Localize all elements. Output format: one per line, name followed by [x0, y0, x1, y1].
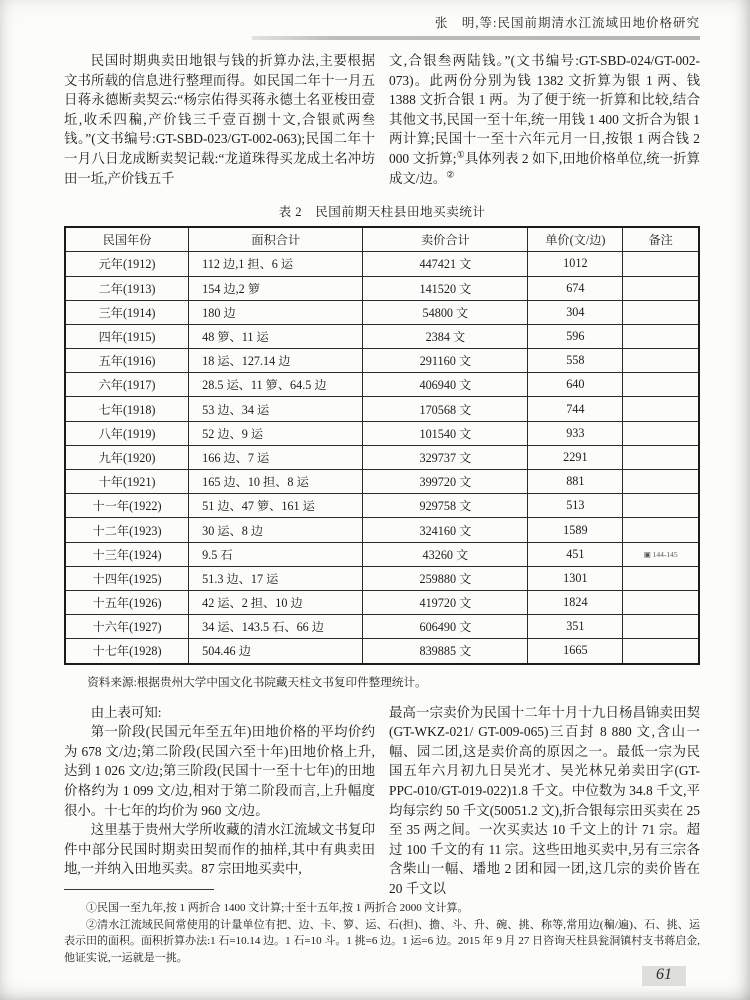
- table-cell: [623, 300, 699, 324]
- table-row: [65, 324, 699, 348]
- table-cell: 259880 文: [363, 566, 528, 590]
- table-cell: [623, 445, 699, 469]
- table-row: [65, 518, 699, 542]
- table-cell: 十四年(1925): [65, 566, 189, 590]
- table-cell: 十五年(1926): [65, 590, 189, 614]
- table-cell: 1589: [528, 518, 623, 542]
- table-cell: 六年(1917): [65, 373, 189, 397]
- table-cell: [623, 276, 699, 300]
- table-cell: 606490 文: [363, 615, 528, 639]
- table-cell: 558: [528, 349, 623, 373]
- table-row: [65, 276, 699, 300]
- table-cell: [623, 590, 699, 614]
- table-header-cell: 备注: [623, 227, 699, 252]
- table-cell: 419720 文: [363, 590, 528, 614]
- footnote-1: ①民国一至九年,按 1 两折合 1400 文计算;十至十五年,按 1 两折合 2000 文计算。: [86, 902, 469, 915]
- intro-left-column: [64, 51, 375, 188]
- table-cell: 十一年(1922): [65, 494, 189, 518]
- table-cell: 596: [528, 324, 623, 348]
- table-cell: 141520 文: [363, 276, 528, 300]
- table-cell: 329737 文: [363, 445, 528, 469]
- table-cell: 元年(1912): [65, 252, 189, 276]
- table-cell: 十二年(1923): [65, 518, 189, 542]
- table-cell: 1301: [528, 566, 623, 590]
- footnote-marker-1: ①: [456, 149, 465, 160]
- table-header-cell: 面积合计: [189, 227, 363, 252]
- table-cell: 九年(1920): [65, 445, 189, 469]
- table-cell: 18 运、127.14 边: [189, 349, 363, 373]
- table-cell: 十年(1921): [65, 470, 189, 494]
- table-cell: 七年(1918): [65, 397, 189, 421]
- table-cell: 十七年(1928): [65, 639, 189, 664]
- table-row: [65, 542, 699, 566]
- table-cell: 28.5 运、11 箩、64.5 边: [189, 373, 363, 397]
- footnotes: [64, 900, 700, 966]
- analysis-left-p2: 第一阶段(民国元年至五年)田地价格的平均价约为 678 文/边;第二阶段(民国六至十年)田地价格上升,达到 1 026 文/边;第三阶段(民国十一至十七年)的田地价格约为 1 099 文/边,相对于第二阶段而言,上升幅度很小。十七年的均价为 960 文/边。: [64, 724, 375, 818]
- table-row: [65, 615, 699, 639]
- table-cell: 52 边、9 运: [189, 421, 363, 445]
- table-cell: 1012: [528, 252, 623, 276]
- table-cell: [623, 615, 699, 639]
- table-cell: 34 运、143.5 石、66 边: [189, 615, 363, 639]
- footnote-divider: [64, 889, 214, 890]
- table-cell: 406940 文: [363, 373, 528, 397]
- table-row: [65, 566, 699, 590]
- table-cell: 112 边,1 担、6 运: [189, 252, 363, 276]
- table-cell: 十六年(1927): [65, 615, 189, 639]
- table-row: [65, 445, 699, 469]
- table-cell: 504.46 边: [189, 639, 363, 664]
- table-header-cell: 单价(文/边): [528, 227, 623, 252]
- table-cell: 2384 文: [363, 324, 528, 348]
- table-cell: 30 运、8 边: [189, 518, 363, 542]
- table-cell: 166 边、7 运: [189, 445, 363, 469]
- table-cell: 399720 文: [363, 470, 528, 494]
- table-source-note: 资料来源:根据贵州大学中国文化书院藏天柱文书复印件整理统计。: [87, 675, 427, 689]
- table-cell: 154 边,2 箩: [189, 276, 363, 300]
- table-cell: 881: [528, 470, 623, 494]
- table-cell: 9.5 石: [189, 542, 363, 566]
- intro-columns: [64, 51, 700, 188]
- table-cell: [623, 639, 699, 664]
- table-body: [65, 252, 699, 664]
- table-cell: 八年(1919): [65, 421, 189, 445]
- table-cell: 2291: [528, 445, 623, 469]
- table-cell: 744: [528, 397, 623, 421]
- table-cell: 四年(1915): [65, 324, 189, 348]
- land-sale-table: [64, 226, 700, 664]
- table-cell: 291160 文: [363, 349, 528, 373]
- analysis-left-p3: 这里基于贵州大学所收藏的清水江流域文书复印件中部分民国时期卖田契而作的抽样,其中有典卖田地,一并纳入田地买卖。87 宗田地买卖中,: [64, 822, 375, 877]
- table-title: 表 2 民国前期天柱县田地买卖统计: [278, 205, 486, 220]
- page-number: 61: [642, 966, 686, 986]
- analysis-columns: [64, 703, 700, 899]
- table-cell: 五年(1916): [65, 349, 189, 373]
- analysis-left-column: [64, 703, 375, 899]
- table-cell: 324160 文: [363, 518, 528, 542]
- table-cell: 929758 文: [363, 494, 528, 518]
- intro-right-text-2: 具体列表 2 如下,田地价格单位,统一折算成文/边。: [389, 150, 700, 186]
- table-cell: [623, 373, 699, 397]
- analysis-right-column: [389, 703, 700, 899]
- table-header-row: [65, 227, 699, 252]
- table-cell: 351: [528, 615, 623, 639]
- table-row: [65, 494, 699, 518]
- table-cell: 二年(1913): [65, 276, 189, 300]
- table-cell: 48 箩、11 运: [189, 324, 363, 348]
- table-cell: 三年(1914): [65, 300, 189, 324]
- table-cell: 51 边、47 箩、161 运: [189, 494, 363, 518]
- table-cell: 54800 文: [363, 300, 528, 324]
- table-header-cell: 民国年份: [65, 227, 189, 252]
- table-row: [65, 397, 699, 421]
- footnote-2: ②清水江流域民间常使用的计量单位有把、边、卡、箩、运、石(担)、擔、斗、升、碗、挑、称等,常用边(稨/遍)、石、挑、运表示田的面积。面积折算办法:1 石=10.14 边。1 石=10 斗。1 挑=6 边。1 运=6 边。2015 年 9 月 27 日咨询天柱县瓮洞镇村支书蒋启金,他证实说,一运就是一挑。: [64, 918, 700, 964]
- table-row: [65, 349, 699, 373]
- table-cell: [623, 421, 699, 445]
- intro-left-paragraph: 民国时期典卖田地银与钱的折算办法,主要根据文书所载的信息进行整理而得。如民国二年十一月五日蒋永德断卖契云:“杨宗佑得买蒋永德土名亚梭田壹坵,收禾四稨,产价钱三千壹百捌十文,合银贰两叁钱。”(文书编号:GT-SBD-023/GT-002-063);民国二年十一月八日龙成断卖契记载:“龙道珠得买龙成土名冲坊田一坵,产价钱五千: [64, 53, 375, 186]
- table-cell: [623, 518, 699, 542]
- table-row: [65, 470, 699, 494]
- intro-right-text-1: 文,合银叁两陆钱。”(文书编号:GT-SBD-024/GT-002-073)。此两份分别为钱 1382 文折算为银 1 两、钱 1388 文折合银 1 两。为了便于统一折算和比较,结合其他文书,民国一至十年,统一用钱 1 400 文折合为银 1 两计算;民国十一至十六年元月一日,按银 1 两合钱 2 000 文折算;: [389, 53, 700, 166]
- intro-right-column: [389, 51, 700, 188]
- table-cell: 933: [528, 421, 623, 445]
- table-cell: 447421 文: [363, 252, 528, 276]
- table-cell: 451: [528, 542, 623, 566]
- table-cell: 1824: [528, 590, 623, 614]
- footnote-marker-2: ②: [446, 169, 455, 180]
- table-cell: 53 边、34 运: [189, 397, 363, 421]
- table-cell: ▣ 144-145: [623, 542, 699, 566]
- table-cell: 51.3 边、17 运: [189, 566, 363, 590]
- analysis-right-paragraph: 最高一宗卖价为民国十二年十月十九日杨昌锦卖田契(GT-WKZ-021/ GT-009-065)三百封 8 880 文,含山一幅、园二团,这是卖价高的原因之一。最低一宗为民国五年六月初九日吴光才、吴光林兄弟卖田字(GT-PPC-010/GT-019-022)1.8 千文。中位数为 34.8 千文,平均每宗约 50 千文(50051.2 文),折合银每宗田买卖在 25 至 35 两之间。一次买卖达 10 千文上的计 71 宗。超过 100 千文的有 11 宗。这些田地买卖中,另有三宗各含柴山一幅、墦地 2 团和园一团,这几宗的卖价皆在 20 千文以: [389, 704, 700, 896]
- table-cell: 640: [528, 373, 623, 397]
- table-cell: 304: [528, 300, 623, 324]
- table-cell: 十三年(1924): [65, 542, 189, 566]
- table-cell: 43260 文: [363, 542, 528, 566]
- intro-right-paragraph: [389, 51, 700, 188]
- table-cell: 170568 文: [363, 397, 528, 421]
- table-row: [65, 421, 699, 445]
- table-cell: 674: [528, 276, 623, 300]
- table-row: [65, 300, 699, 324]
- table-cell: 839885 文: [363, 639, 528, 664]
- table-cell: [623, 566, 699, 590]
- table-cell: [623, 470, 699, 494]
- table-cell: 101540 文: [363, 421, 528, 445]
- table-row: [65, 373, 699, 397]
- table-cell: 165 边、10 担、8 运: [189, 470, 363, 494]
- table-cell: 513: [528, 494, 623, 518]
- running-head: 张 明,等:民国前期清水江流域田地价格研究: [434, 16, 700, 30]
- table-cell: [623, 252, 699, 276]
- table-row: [65, 252, 699, 276]
- table-header-cell: 卖价合计: [363, 227, 528, 252]
- table-row: [65, 639, 699, 664]
- table-cell: [623, 397, 699, 421]
- header-rule: [252, 36, 700, 40]
- table-cell: 42 运、2 担、10 边: [189, 590, 363, 614]
- table-cell: 1665: [528, 639, 623, 664]
- table-cell: [623, 494, 699, 518]
- table-cell: [623, 324, 699, 348]
- table-cell: [623, 349, 699, 373]
- table-row: [65, 590, 699, 614]
- table-cell: 180 边: [189, 300, 363, 324]
- analysis-left-p1: 由上表可知:: [90, 704, 162, 720]
